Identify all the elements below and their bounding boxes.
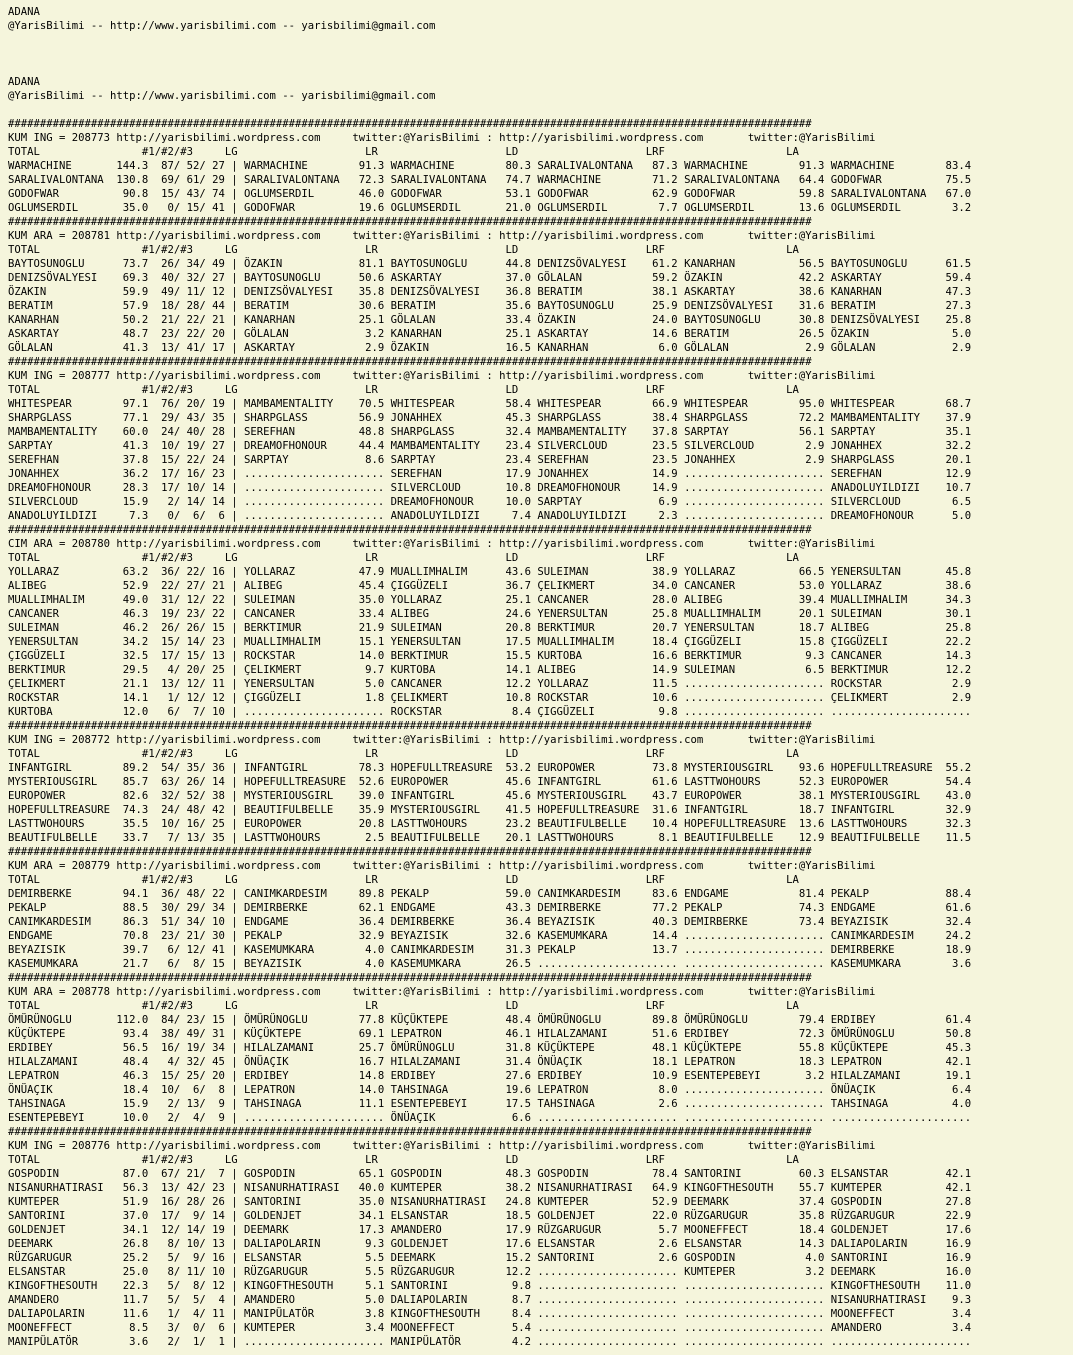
table-row: YOLLARAZ 63.2 36/ 22/ 16 | YOLLARAZ 47.9 MUALLIMHALIM 43.6 SULEIMAN 38.9 YOLLARAZ 66.5 YENERSULTAN 45.8 (8, 566, 972, 578)
table-row: ÖZAKIN 59.9 49/ 11/ 12 | DENIZSÖVALYESI 35.8 DENIZSÖVALYESI 36.8 BERATIM 38.1 ASKARTAY 38.6 KANARHAN 47.3 (8, 286, 972, 298)
table-row: RÜZGARUGUR 25.2 5/ 9/ 16 | ELSANSTAR 5.5 DEEMARK 15.2 SANTORINI 2.6 GOSPODIN 4.0 SANTORINI 16.9 (8, 1252, 972, 1264)
table-row: SULEIMAN 46.2 26/ 26/ 15 | BERKTIMUR 21.9 SULEIMAN 20.8 BERKTIMUR 20.7 YENERSULTAN 18.7 ALIBEG 25.8 (8, 622, 972, 634)
table-row: ERDIBEY 56.5 16/ 19/ 34 | HILALZAMANI 25.7 ÖMÜRÜNOGLU 31.8 KÜÇÜKTEPE 48.1 KÜÇÜKTEPE 55.8 KÜÇÜKTEPE 45.3 (8, 1042, 972, 1054)
table-row: ÇIGGÜZELI 32.5 17/ 15/ 13 | ROCKSTAR 14.0 BERKTIMUR 15.5 KURTOBA 16.6 BERKTIMUR 9.3 CANCANER 14.3 (8, 650, 972, 662)
table-row: WARMACHINE 144.3 87/ 52/ 27 | WARMACHINE 91.3 WARMACHINE 80.3 SARALIVALONTANA 87.3 WARMACHINE 91.3 WARMACHINE 83.4 (8, 160, 972, 172)
table-row: SANTORINI 37.0 17/ 9/ 14 | GOLDENJET 34.1 ELSANSTAR 18.5 GOLDENJET 22.0 RÜZGARUGUR 35.8 RÜZGARUGUR 22.9 (8, 1210, 972, 1222)
race-title: KUM ARA = 208781 http://yarisbilimi.wordpress.com twitter:@YarisBilimi : http://yarisbilimi.wordpress.com twitter:@YarisBilimi (8, 230, 876, 242)
table-row: LEPATRON 46.3 15/ 25/ 20 | ERDIBEY 14.8 ERDIBEY 27.6 ERDIBEY 10.9 ESENTEPEBEYI 3.2 HILALZAMANI 19.1 (8, 1070, 972, 1082)
table-row: JONAHHEX 36.2 17/ 16/ 23 | ...................... SEREFHAN 17.9 JONAHHEX 14.9 ...................... SEREFHAN 12.9 (8, 468, 972, 480)
blank-line (8, 61, 971, 75)
table-row: ANADOLUYILDIZI 7.3 0/ 6/ 6 | ...................... ANADOLUYILDIZI 7.4 ANADOLUYILDIZI 2.3 ...................... DREAMOFHONOUR 5.0 (8, 510, 972, 522)
table-row: BERATIM 57.9 18/ 28/ 44 | BERATIM 30.6 BERATIM 35.6 BAYTOSUNOGLU 25.9 DENIZSÖVALYESI 31.6 BERATIM 27.3 (8, 300, 972, 312)
table-row: KINGOFTHESOUTH 22.3 5/ 8/ 12 | KINGOFTHESOUTH 5.1 SANTORINI 9.8 ...................... ...................... KINGOFTHESOUTH 11.0 (8, 1280, 972, 1292)
separator-line: ############################################################################################################################## (8, 1126, 812, 1138)
table-row: GÖLALAN 41.3 13/ 41/ 17 | ASKARTAY 2.9 ÖZAKIN 16.5 KANARHAN 6.0 GÖLALAN 2.9 GÖLALAN 2.9 (8, 342, 972, 354)
column-header: TOTAL #1/#2/#3 LG LR LD LRF LA (8, 552, 799, 564)
table-row: ENDGAME 70.8 23/ 21/ 30 | PEKALP 32.9 BEYAZISIK 32.6 KASEMUMKARA 14.4 ...................... CANIMKARDESIM 24.2 (8, 930, 972, 942)
column-header: TOTAL #1/#2/#3 LG LR LD LRF LA (8, 384, 799, 396)
blank-line (8, 103, 971, 117)
table-row: MAMBAMENTALITY 60.0 24/ 40/ 28 | SEREFHAN 48.8 SHARPGLASS 32.4 MAMBAMENTALITY 37.8 SARPTAY 56.1 SARPTAY 35.1 (8, 426, 972, 438)
column-header: TOTAL #1/#2/#3 LG LR LD LRF LA (8, 748, 799, 760)
race-title: KUM ING = 208773 http://yarisbilimi.wordpress.com twitter:@YarisBilimi : http://yarisbilimi.wordpress.com twitter:@YarisBilimi (8, 132, 876, 144)
race-block (8, 1125, 971, 1349)
table-row: LASTTWOHOURS 35.5 10/ 16/ 25 | EUROPOWER 20.8 LASTTWOHOURS 23.2 BEAUTIFULBELLE 10.4 HOPEFULLTREASURE 13.6 LASTTWOHOURS 32.3 (8, 818, 972, 830)
table-row: BEAUTIFULBELLE 33.7 7/ 13/ 35 | LASTTWOHOURS 2.5 BEAUTIFULBELLE 20.1 LASTTWOHOURS 8.1 BEAUTIFULBELLE 12.9 BEAUTIFULBELLE 11.5 (8, 832, 972, 844)
table-row: WHITESPEAR 97.1 76/ 20/ 19 | MAMBAMENTALITY 70.5 WHITESPEAR 58.4 WHITESPEAR 66.9 WHITESPEAR 95.0 WHITESPEAR 68.7 (8, 398, 972, 410)
race-list (8, 117, 971, 1349)
race-block (8, 117, 971, 215)
table-row: CANCANER 46.3 19/ 23/ 22 | CANCANER 33.4 ALIBEG 24.6 YENERSULTAN 25.8 MUALLIMHALIM 20.1 SULEIMAN 30.1 (8, 608, 972, 620)
separator-line: ############################################################################################################################## (8, 524, 812, 536)
race-title: CIM ARA = 208780 http://yarisbilimi.wordpress.com twitter:@YarisBilimi : http://yarisbilimi.wordpress.com twitter:@YarisBilimi (8, 538, 876, 550)
page-title: ADANA (8, 76, 40, 88)
separator-line: ############################################################################################################################## (8, 356, 812, 368)
race-block (8, 719, 971, 845)
blank-line (8, 33, 971, 47)
table-row: NISANURHATIRASI 56.3 13/ 42/ 23 | NISANURHATIRASI 40.0 KUMTEPER 38.2 NISANURHATIRASI 64.9 KINGOFTHESOUTH 55.7 KUMTEPER 42.1 (8, 1182, 972, 1194)
table-row: DEMIRBERKE 94.1 36/ 48/ 22 | CANIMKARDESIM 89.8 PEKALP 59.0 CANIMKARDESIM 83.6 ENDGAME 81.4 PEKALP 88.4 (8, 888, 972, 900)
table-row: SARALIVALONTANA 130.8 69/ 61/ 29 | SARALIVALONTANA 72.3 SARALIVALONTANA 74.7 WARMACHINE 71.2 SARALIVALONTANA 64.4 GODOFWAR 75.5 (8, 174, 972, 186)
table-row: BERKTIMUR 29.5 4/ 20/ 25 | ÇELIKMERT 9.7 KURTOBA 14.1 ALIBEG 14.9 SULEIMAN 6.5 BERKTIMUR 12.2 (8, 664, 972, 676)
table-row: MOONEFFECT 8.5 3/ 0/ 6 | KUMTEPER 3.4 MOONEFFECT 5.4 ...................... ...................... AMANDERO 3.4 (8, 1322, 972, 1334)
table-row: EUROPOWER 82.6 32/ 52/ 38 | MYSTERIOUSGIRL 39.0 INFANTGIRL 45.6 MYSTERIOUSGIRL 43.7 EUROPOWER 38.1 MYSTERIOUSGIRL 43.0 (8, 790, 972, 802)
table-row: MUALLIMHALIM 49.0 31/ 12/ 22 | SULEIMAN 35.0 YOLLARAZ 25.1 CANCANER 28.0 ALIBEG 39.4 MUALLIMHALIM 34.3 (8, 594, 972, 606)
table-row: ÖNÜAÇIK 18.4 10/ 6/ 8 | LEPATRON 14.0 TAHSINAGA 19.6 LEPATRON 8.0 ...................... ÖNÜAÇIK 6.4 (8, 1084, 972, 1096)
table-row: AMANDERO 11.7 5/ 5/ 4 | AMANDERO 5.0 DALIAPOLARIN 8.7 ...................... ...................... NISANURHATIRASI 9.3 (8, 1294, 972, 1306)
table-row: SILVERCLOUD 15.9 2/ 14/ 14 | ...................... DREAMOFHONOUR 10.0 SARPTAY 6.9 ...................... SILVERCLOUD 6.5 (8, 496, 972, 508)
separator-line: ############################################################################################################################## (8, 720, 812, 732)
table-row: CANIMKARDESIM 86.3 51/ 34/ 10 | ENDGAME 36.4 DEMIRBERKE 36.4 BEYAZISIK 40.3 DEMIRBERKE 73.4 BEYAZISIK 32.4 (8, 916, 972, 928)
race-block (8, 523, 971, 719)
table-row: ELSANSTAR 25.0 8/ 11/ 10 | RÜZGARUGUR 5.5 RÜZGARUGUR 12.2 ...................... KUMTEPER 3.2 DEEMARK 16.0 (8, 1266, 972, 1278)
race-title: KUM ING = 208776 http://yarisbilimi.wordpress.com twitter:@YarisBilimi : http://yarisbilimi.wordpress.com twitter:@YarisBilimi (8, 1140, 876, 1152)
table-row: BAYTOSUNOGLU 73.7 26/ 34/ 49 | ÖZAKIN 81.1 BAYTOSUNOGLU 44.8 DENIZSÖVALYESI 61.2 KANARHAN 56.5 BAYTOSUNOGLU 61.5 (8, 258, 972, 270)
table-row: DENIZSÖVALYESI 69.3 40/ 32/ 27 | BAYTOSUNOGLU 50.6 ASKARTAY 37.0 GÖLALAN 59.2 ÖZAKIN 42.2 ASKARTAY 59.4 (8, 272, 972, 284)
table-row: SARPTAY 41.3 10/ 19/ 27 | DREAMOFHONOUR 44.4 MAMBAMENTALITY 23.4 SILVERCLOUD 23.5 SILVERCLOUD 2.9 JONAHHEX 32.2 (8, 440, 972, 452)
column-header: TOTAL #1/#2/#3 LG LR LD LRF LA (8, 1154, 799, 1166)
column-header: TOTAL #1/#2/#3 LG LR LD LRF LA (8, 244, 799, 256)
table-row: ESENTEPEBEYI 10.0 2/ 4/ 9 | ...................... ÖNÜAÇIK 6.6 ...................... ...................... ...................... (8, 1112, 972, 1124)
table-row: INFANTGIRL 89.2 54/ 35/ 36 | INFANTGIRL 78.3 HOPEFULLTREASURE 53.2 EUROPOWER 73.8 MYSTERIOUSGIRL 93.6 HOPEFULLTREASURE 55.2 (8, 762, 972, 774)
table-row: GOLDENJET 34.1 12/ 14/ 19 | DEEMARK 17.3 AMANDERO 17.9 RÜZGARUGUR 5.7 MOONEFFECT 18.4 GOLDENJET 17.6 (8, 1224, 972, 1236)
table-row: ÖMÜRÜNOGLU 112.0 84/ 23/ 15 | ÖMÜRÜNOGLU 77.8 KÜÇÜKTEPE 48.4 ÖMÜRÜNOGLU 89.8 ÖMÜRÜNOGLU 79.4 ERDIBEY 61.4 (8, 1014, 972, 1026)
table-row: GOSPODIN 87.0 67/ 21/ 7 | GOSPODIN 65.1 GOSPODIN 48.3 GOSPODIN 78.4 SANTORINI 60.3 ELSANSTAR 42.1 (8, 1168, 972, 1180)
table-row: ROCKSTAR 14.1 1/ 12/ 12 | ÇIGGÜZELI 1.8 ÇELIKMERT 10.8 ROCKSTAR 10.6 ...................... ÇELIKMERT 2.9 (8, 692, 972, 704)
race-title: KUM ARA = 208778 http://yarisbilimi.wordpress.com twitter:@YarisBilimi : http://yarisbilimi.wordpress.com twitter:@YarisBilimi (8, 986, 876, 998)
table-row: DEEMARK 26.8 8/ 10/ 13 | DALIAPOLARIN 9.3 GOLDENJET 17.6 ELSANSTAR 2.6 ELSANSTAR 14.3 DALIAPOLARIN 16.9 (8, 1238, 972, 1250)
column-header: TOTAL #1/#2/#3 LG LR LD LRF LA (8, 146, 799, 158)
table-row: TAHSINAGA 15.9 2/ 13/ 9 | TAHSINAGA 11.1 ESENTEPEBEYI 17.5 TAHSINAGA 2.6 ...................... TAHSINAGA 4.0 (8, 1098, 972, 1110)
table-row: KÜÇÜKTEPE 93.4 38/ 49/ 31 | KÜÇÜKTEPE 69.1 LEPATRON 46.1 HILALZAMANI 51.6 ERDIBEY 72.3 ÖMÜRÜNOGLU 50.8 (8, 1028, 972, 1040)
table-row: GODOFWAR 90.8 15/ 43/ 74 | OGLUMSERDIL 46.0 GODOFWAR 53.1 GODOFWAR 62.9 GODOFWAR 59.8 SARALIVALONTANA 67.0 (8, 188, 972, 200)
race-block (8, 971, 971, 1125)
table-row: MANIPÜLATÖR 3.6 2/ 1/ 1 | ...................... MANIPÜLATÖR 4.2 ...................... ...................... ...................... (8, 1336, 972, 1348)
separator-line: ############################################################################################################################## (8, 118, 812, 130)
contact-line: @YarisBilimi -- http://www.yarisbilimi.com -- yarisbilimi@gmail.com (8, 90, 436, 102)
column-header: TOTAL #1/#2/#3 LG LR LD LRF LA (8, 1000, 799, 1012)
table-row: KANARHAN 50.2 21/ 22/ 21 | KANARHAN 25.1 GÖLALAN 33.4 ÖZAKIN 24.0 BAYTOSUNOGLU 30.8 DENIZSÖVALYESI 25.8 (8, 314, 972, 326)
separator-line: ############################################################################################################################## (8, 216, 812, 228)
race-title: KUM ARA = 208779 http://yarisbilimi.wordpress.com twitter:@YarisBilimi : http://yarisbilimi.wordpress.com twitter:@YarisBilimi (8, 860, 876, 872)
table-row: ASKARTAY 48.7 23/ 22/ 20 | GÖLALAN 3.2 KANARHAN 25.1 ASKARTAY 14.6 BERATIM 26.5 ÖZAKIN 5.0 (8, 328, 972, 340)
separator-line: ############################################################################################################################## (8, 972, 812, 984)
table-row: ÇELIKMERT 21.1 13/ 12/ 11 | YENERSULTAN 5.0 CANCANER 12.2 YOLLARAZ 11.5 ...................... ROCKSTAR 2.9 (8, 678, 972, 690)
table-row: YENERSULTAN 34.2 15/ 14/ 23 | MUALLIMHALIM 15.1 YENERSULTAN 17.5 MUALLIMHALIM 18.4 ÇIGGÜZELI 15.8 ÇIGGÜZELI 22.2 (8, 636, 972, 648)
table-row: DALIAPOLARIN 11.6 1/ 4/ 11 | MANIPÜLATÖR 3.8 KINGOFTHESOUTH 8.4 ...................... ...................... MOONEFFECT 3.4 (8, 1308, 972, 1320)
separator-line: ############################################################################################################################## (8, 846, 812, 858)
table-row: MYSTERIOUSGIRL 85.7 63/ 26/ 14 | HOPEFULLTREASURE 52.6 EUROPOWER 45.6 INFANTGIRL 61.6 LASTTWOHOURS 52.3 EUROPOWER 54.4 (8, 776, 972, 788)
race-block (8, 845, 971, 971)
table-row: PEKALP 88.5 30/ 29/ 34 | DEMIRBERKE 62.1 ENDGAME 43.3 DEMIRBERKE 77.2 PEKALP 74.3 ENDGAME 61.6 (8, 902, 972, 914)
column-header: TOTAL #1/#2/#3 LG LR LD LRF LA (8, 874, 799, 886)
table-row: KASEMUMKARA 21.7 6/ 8/ 15 | BEYAZISIK 4.0 KASEMUMKARA 26.5 ...................... ...................... KASEMUMKARA 3.6 (8, 958, 972, 970)
race-title: KUM ING = 208777 http://yarisbilimi.wordpress.com twitter:@YarisBilimi : http://yarisbilimi.wordpress.com twitter:@YarisBilimi (8, 370, 876, 382)
table-row: BEYAZISIK 39.7 6/ 12/ 41 | KASEMUMKARA 4.0 CANIMKARDESIM 31.3 PEKALP 13.7 ...................... DEMIRBERKE 18.9 (8, 944, 972, 956)
page-header-repeat (8, 75, 971, 103)
contact-line: @YarisBilimi -- http://www.yarisbilimi.com -- yarisbilimi@gmail.com (8, 20, 436, 32)
table-row: KURTOBA 12.0 6/ 7/ 10 | ...................... ROCKSTAR 8.4 ÇIGGÜZELI 9.8 ...................... ...................... (8, 706, 972, 718)
blank-line (8, 47, 971, 61)
table-row: OGLUMSERDIL 35.0 0/ 15/ 41 | GODOFWAR 19.6 OGLUMSERDIL 21.0 OGLUMSERDIL 7.7 OGLUMSERDIL 13.6 OGLUMSERDIL 3.2 (8, 202, 972, 214)
table-row: HOPEFULLTREASURE 74.3 24/ 48/ 42 | BEAUTIFULBELLE 35.9 MYSTERIOUSGIRL 41.5 HOPEFULLTREASURE 31.6 INFANTGIRL 18.7 INFANTGIRL 32.9 (8, 804, 972, 816)
table-row: HILALZAMANI 48.4 4/ 32/ 45 | ÖNÜAÇIK 16.7 HILALZAMANI 31.4 ÖNÜAÇIK 18.1 LEPATRON 18.3 LEPATRON 42.1 (8, 1056, 972, 1068)
race-title: KUM ING = 208772 http://yarisbilimi.wordpress.com twitter:@YarisBilimi : http://yarisbilimi.wordpress.com twitter:@YarisBilimi (8, 734, 876, 746)
page-title: ADANA (8, 6, 40, 18)
table-row: DREAMOFHONOUR 28.3 17/ 10/ 14 | ...................... SILVERCLOUD 10.8 DREAMOFHONOUR 14.9 ...................... ANADOLUYILDIZI 10.7 (8, 482, 972, 494)
report-document (8, 5, 971, 1349)
table-row: SHARPGLASS 77.1 29/ 43/ 35 | SHARPGLASS 56.9 JONAHHEX 45.3 SHARPGLASS 38.4 SHARPGLASS 72.2 MAMBAMENTALITY 37.9 (8, 412, 972, 424)
race-block (8, 215, 971, 355)
table-row: KUMTEPER 51.9 16/ 28/ 26 | SANTORINI 35.0 NISANURHATIRASI 24.8 KUMTEPER 52.9 DEEMARK 37.4 GOSPODIN 27.8 (8, 1196, 972, 1208)
page-header (8, 5, 971, 33)
table-row: ALIBEG 52.9 22/ 27/ 21 | ALIBEG 45.4 ÇIGGÜZELI 36.7 ÇELIKMERT 34.0 CANCANER 53.0 YOLLARAZ 38.6 (8, 580, 972, 592)
race-block (8, 355, 971, 523)
table-row: SEREFHAN 37.8 15/ 22/ 24 | SARPTAY 8.6 SARPTAY 23.4 SEREFHAN 23.5 JONAHHEX 2.9 SHARPGLASS 20.1 (8, 454, 972, 466)
